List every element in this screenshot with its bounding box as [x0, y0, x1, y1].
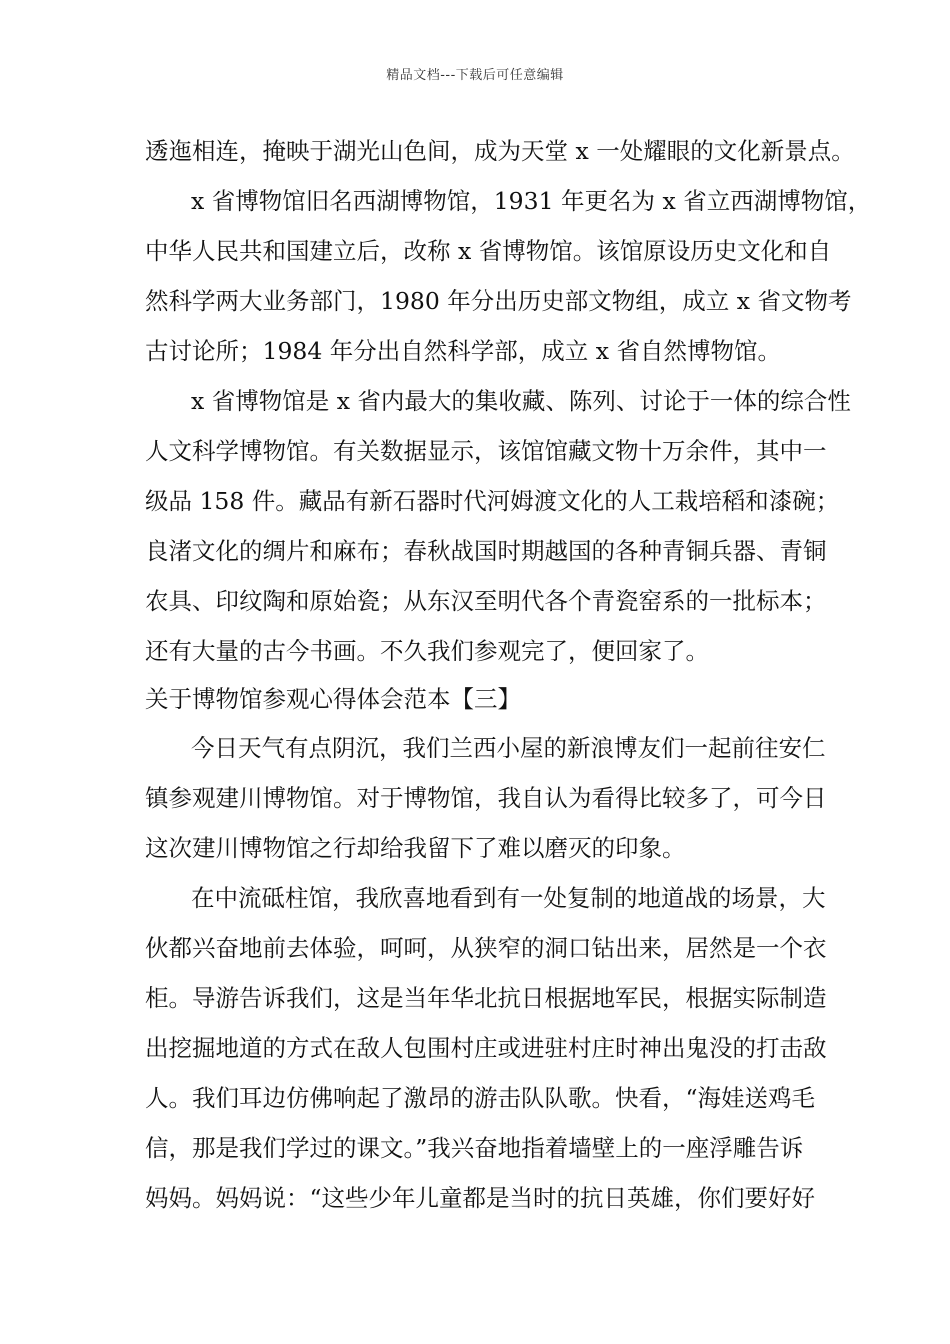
text-line: 然科学两大业务部门，1980 年分出历史部文物组，成立 x 省文物考 [145, 287, 852, 315]
text-line: 良渚文化的绸片和麻布；春秋战国时期越国的各种青铜兵器、青铜 [145, 537, 827, 565]
text-line: 柜。导游告诉我们，这是当年华北抗日根据地军民，根据实际制造 [145, 984, 827, 1012]
text-line: 这次建川博物馆之行却给我留下了难以磨灭的印象。 [145, 834, 686, 862]
text-line: 妈妈。妈妈说：“这些少年儿童都是当时的抗日英雄，你们要好好 [145, 1184, 816, 1212]
text-line: 在中流砥柱馆，我欣喜地看到有一处复制的地道战的场景，大 [191, 884, 826, 912]
text-line: 人。我们耳边仿佛响起了激昂的游击队队歌。快看，“海娃送鸡毛 [145, 1084, 816, 1112]
text-line: 中华人民共和国建立后，改称 x 省博物馆。该馆原设历史文化和自 [145, 237, 832, 265]
text-line: 还有大量的古今书画。不久我们参观完了，便回家了。 [145, 637, 709, 665]
text-line: x 省博物馆旧名西湖博物馆，1931 年更名为 x 省立西湖博物馆， [191, 187, 872, 215]
text-line: 农具、印纹陶和原始瓷；从东汉至明代各个青瓷窑系的一批标本； [145, 587, 827, 615]
text-line: 级品 158 件。藏品有新石器时代河姆渡文化的人工栽培稻和漆碗； [145, 487, 840, 515]
text-line: 伙都兴奋地前去体验，呵呵，从狭窄的洞口钻出来，居然是一个衣 [145, 934, 827, 962]
text-line: 出挖掘地道的方式在敌人包围村庄或进驻村庄时神出鬼没的打击敌 [145, 1034, 827, 1062]
section-heading: 关于博物馆参观心得体会范本【三】 [145, 685, 521, 713]
text-line: 今日天气有点阴沉，我们兰西小屋的新浪博友们一起前往安仁 [191, 734, 826, 762]
page-header: 精品文档---下载后可任意编辑 [386, 68, 564, 83]
text-line: 古讨论所；1984 年分出自然科学部，成立 x 省自然博物馆。 [145, 337, 781, 365]
text-line: 透迤相连，掩映于湖光山色间，成为天堂 x 一处耀眼的文化新景点。 [145, 137, 855, 165]
text-line: 人文科学博物馆。有关数据显示，该馆馆藏文物十万余件，其中一 [145, 437, 827, 465]
text-line: 信，那是我们学过的课文。”我兴奋地指着墙壁上的一座浮雕告诉 [145, 1134, 804, 1162]
text-line: x 省博物馆是 x 省内最大的集收藏、陈列、讨论于一体的综合性 [191, 387, 851, 415]
text-line: 镇参观建川博物馆。对于博物馆，我自认为看得比较多了，可今日 [145, 784, 827, 812]
